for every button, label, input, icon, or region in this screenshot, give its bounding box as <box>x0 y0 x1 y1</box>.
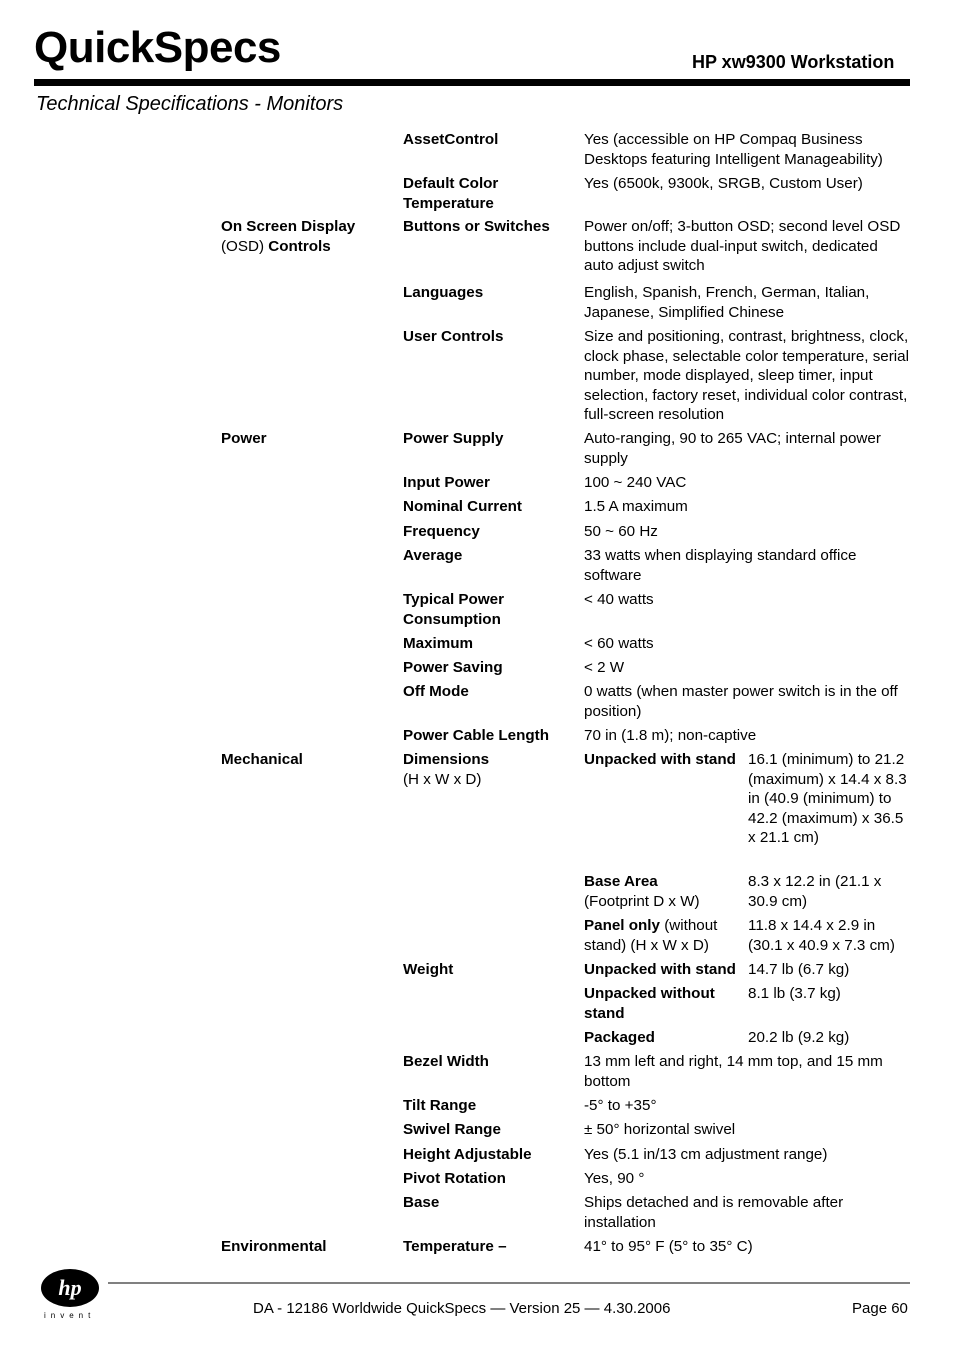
value-text: -5° to +35° <box>584 1097 657 1114</box>
value-cell <box>584 1237 910 1257</box>
value-text: < 40 watts <box>584 591 654 608</box>
property-cell <box>403 1120 579 1140</box>
property-cell <box>403 726 579 746</box>
property-label: Pivot Rotation <box>403 1170 506 1187</box>
property-cell <box>403 327 579 347</box>
sub-value-text: 8.3 x 12.2 in (21.1 x 30.9 cm) <box>748 873 882 910</box>
brand-title: QuickSpecs <box>34 23 281 72</box>
sub-value-text: 11.8 x 14.4 x 2.9 in (30.1 x 40.9 x 7.3 cm) <box>748 917 895 954</box>
sub-value-cell <box>748 1028 910 1048</box>
property-label: Base <box>403 1194 440 1211</box>
property-label: AssetControl <box>403 131 499 148</box>
property-cell <box>403 522 579 542</box>
property-label: Maximum <box>403 635 474 652</box>
value-cell <box>584 283 910 322</box>
value-text: 70 in (1.8 m); non-captive <box>584 727 757 744</box>
sub-property-cell <box>584 984 746 1023</box>
property-note: (H x W x D) <box>403 770 482 788</box>
property-cell <box>403 473 579 493</box>
property-label: Languages <box>403 284 484 301</box>
sub-property-cell <box>584 960 746 980</box>
sub-value-cell <box>748 960 910 980</box>
value-text: Yes (6500k, 9300k, SRGB, Custom User) <box>584 175 863 192</box>
property-cell <box>403 217 579 237</box>
property-label: Nominal Current <box>403 498 522 515</box>
property-cell <box>403 283 579 303</box>
property-cell <box>403 174 579 213</box>
sub-value-cell <box>748 872 910 911</box>
property-label: Temperature – <box>403 1238 507 1255</box>
value-cell <box>584 522 910 542</box>
value-cell <box>584 130 910 169</box>
value-cell <box>584 682 910 721</box>
category-label: Power <box>221 430 267 447</box>
property-cell <box>403 546 579 566</box>
value-cell <box>584 590 910 610</box>
property-cell <box>403 1096 579 1116</box>
value-text: 33 watts when displaying standard office software <box>584 547 857 584</box>
value-cell <box>584 726 910 746</box>
property-label: User Controls <box>403 328 504 345</box>
footer-document-id: DA - 12186 Worldwide QuickSpecs — Version 25 — 4.30.2006 <box>253 1300 671 1317</box>
value-cell <box>584 1145 910 1165</box>
property-cell <box>403 1169 579 1189</box>
value-text: Yes, 90 ° <box>584 1170 645 1187</box>
value-text: 41° to 95° F (5° to 35° C) <box>584 1238 753 1255</box>
property-label: Power Cable Length <box>403 727 549 744</box>
value-text: ± 50° horizontal swivel <box>584 1121 736 1138</box>
sub-property-label: Packaged <box>584 1029 655 1046</box>
category-label-continued: Controls <box>268 237 331 255</box>
property-cell <box>403 1052 579 1072</box>
sub-property-cell <box>584 872 746 911</box>
sub-property-note: (Footprint D x W) <box>584 892 700 910</box>
property-cell <box>403 658 579 678</box>
property-cell <box>403 497 579 517</box>
value-cell <box>584 658 910 678</box>
sub-property-label: Unpacked with stand <box>584 751 736 768</box>
property-label: Weight <box>403 961 454 978</box>
sub-property-label: Unpacked without stand <box>584 985 715 1022</box>
header-rule <box>34 79 910 86</box>
sub-property-cell <box>584 750 746 770</box>
value-text: Size and positioning, contrast, brightness, clock, clock phase, selectable color temperature, serial number, mode displayed, sleep timer, input selection, factory reset, individual color contrast, full-screen resolution <box>584 328 910 423</box>
property-label: Frequency <box>403 523 480 540</box>
value-text: 50 ~ 60 Hz <box>584 523 658 540</box>
value-cell <box>584 1052 910 1091</box>
property-label: Tilt Range <box>403 1097 477 1114</box>
property-cell <box>403 1193 579 1213</box>
sub-property-cell <box>584 1028 746 1048</box>
property-label: Dimensions <box>403 751 490 768</box>
svg-text:hp: hp <box>58 1275 82 1300</box>
value-cell <box>584 634 910 654</box>
property-label: Power Saving <box>403 659 503 676</box>
property-cell <box>403 429 579 449</box>
value-text: 0 watts (when master power switch is in the off position) <box>584 683 898 720</box>
sub-property-label: Unpacked with stand <box>584 961 736 978</box>
property-cell <box>403 750 579 789</box>
property-cell <box>403 130 579 150</box>
category-cell <box>221 750 397 770</box>
category-cell <box>221 217 397 256</box>
sub-property-note: (without stand) (H x W x D) <box>584 917 718 954</box>
value-cell <box>584 1096 910 1116</box>
sub-value-cell <box>748 750 910 848</box>
property-cell <box>403 634 579 654</box>
property-label: Buttons or Switches <box>403 218 550 235</box>
property-cell <box>403 682 579 702</box>
property-label: Typical Power Consumption <box>403 591 505 628</box>
sub-property-cell <box>584 916 746 955</box>
value-cell <box>584 497 910 517</box>
value-text: < 2 W <box>584 659 625 676</box>
category-label: Mechanical <box>221 751 303 768</box>
value-cell <box>584 1120 910 1140</box>
value-text: < 60 watts <box>584 635 654 652</box>
property-label: Power Supply <box>403 430 504 447</box>
footer-rule <box>108 1282 910 1284</box>
category-cell <box>221 429 397 449</box>
category-label: Environmental <box>221 1238 327 1255</box>
section-title: Technical Specifications - Monitors <box>36 93 344 115</box>
product-name: HP xw9300 Workstation <box>692 52 895 72</box>
value-text: 1.5 A maximum <box>584 498 688 515</box>
property-cell <box>403 1145 579 1165</box>
property-cell <box>403 590 579 629</box>
value-text: Yes (5.1 in/13 cm adjustment range) <box>584 1146 828 1163</box>
property-label: Height Adjustable <box>403 1146 532 1163</box>
sub-value-text: 8.1 lb (3.7 kg) <box>748 985 841 1002</box>
sub-value-text: 14.7 lb (6.7 kg) <box>748 961 850 978</box>
property-cell <box>403 1237 579 1257</box>
property-label: Bezel Width <box>403 1053 489 1070</box>
sub-value-cell <box>748 916 910 955</box>
value-text: Ships detached and is removable after installation <box>584 1194 844 1231</box>
footer-page-number: Page 60 <box>852 1300 908 1317</box>
sub-value-cell <box>748 984 910 1004</box>
sub-property-label: Base Area <box>584 873 658 890</box>
value-cell <box>584 1169 910 1189</box>
value-text: Power on/off; 3-button OSD; second level OSD buttons include dual-input switch, dedicated auto adjust switch <box>584 218 901 274</box>
sub-value-text: 20.2 lb (9.2 kg) <box>748 1029 850 1046</box>
category-note: (OSD) <box>221 237 265 255</box>
value-text: 100 ~ 240 VAC <box>584 474 687 491</box>
value-cell <box>584 473 910 493</box>
property-label: Off Mode <box>403 683 469 700</box>
value-text: 13 mm left and right, 14 mm top, and 15 mm bottom <box>584 1053 883 1090</box>
property-cell <box>403 960 579 980</box>
property-label: Average <box>403 547 463 564</box>
sub-value-text: 16.1 (minimum) to 21.2 (maximum) x 14.4 x 8.3 in (40.9 (minimum) to 42.2 (maximum) x 36.5 x 21.1 cm) <box>748 751 907 846</box>
value-cell <box>584 217 910 276</box>
value-cell <box>584 174 910 194</box>
sub-property-label: Panel only <box>584 917 660 934</box>
hp-logo-icon <box>40 1268 100 1308</box>
value-cell <box>584 429 910 468</box>
value-cell <box>584 327 910 425</box>
value-text: Auto-ranging, 90 to 265 VAC; internal power supply <box>584 430 881 467</box>
property-label: Swivel Range <box>403 1121 501 1138</box>
property-label: Input Power <box>403 474 490 491</box>
category-label: On Screen Display <box>221 218 356 235</box>
value-text: English, Spanish, French, German, Italian, Japanese, Simplified Chinese <box>584 284 870 321</box>
value-cell <box>584 1193 910 1232</box>
value-cell <box>584 546 910 585</box>
logo-tagline: invent <box>44 1311 96 1320</box>
value-text: Yes (accessible on HP Compaq Business Desktops featuring Intelligent Manageability) <box>584 131 883 168</box>
category-cell <box>221 1237 397 1257</box>
property-label: Default Color Temperature <box>403 175 499 212</box>
